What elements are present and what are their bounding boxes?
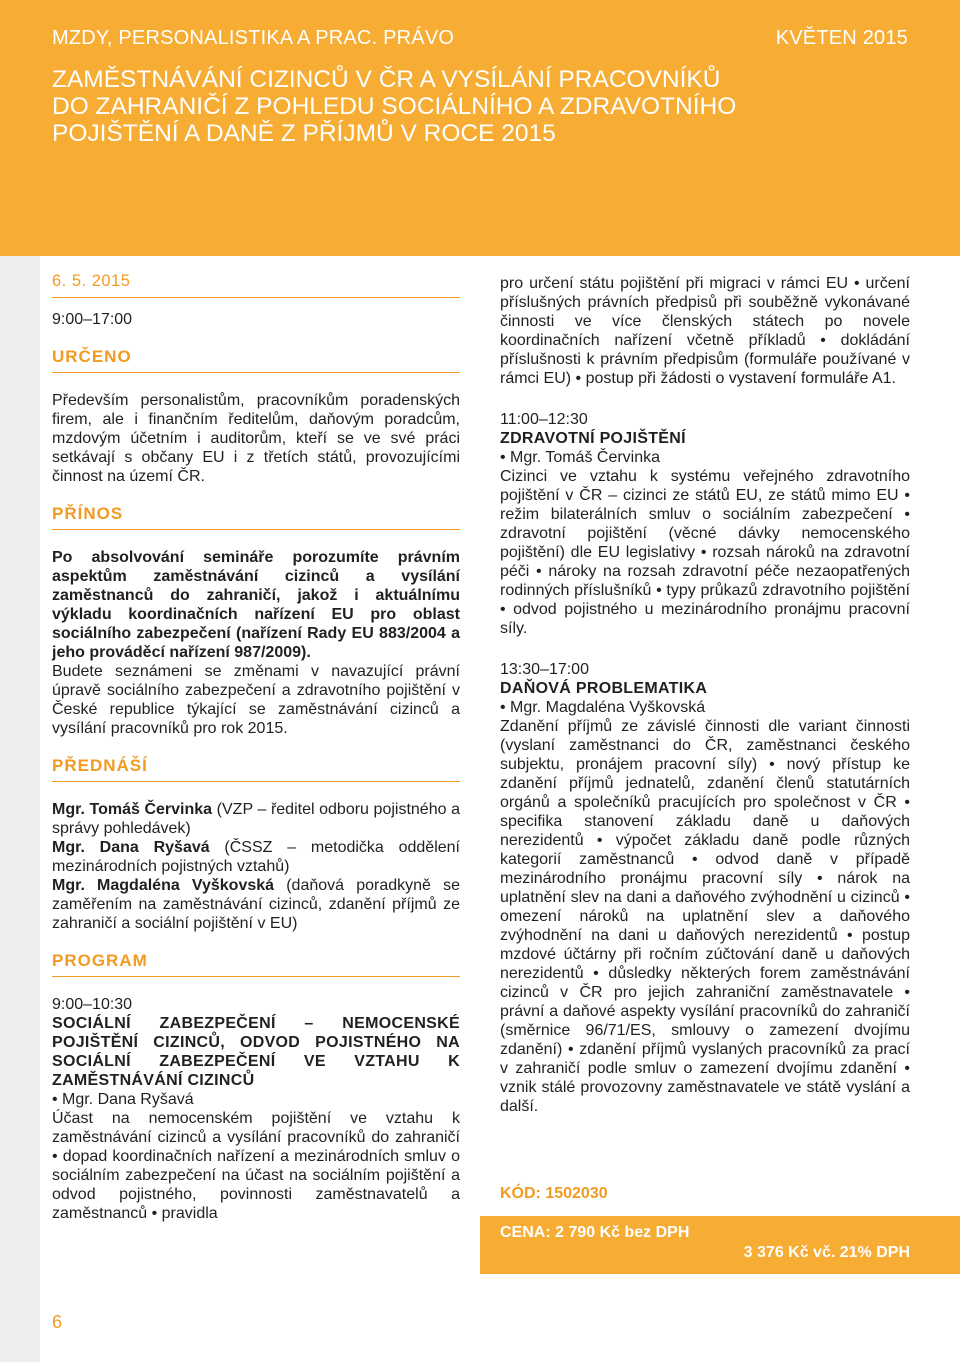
lecturer-entry — [52, 838, 460, 876]
program-topic-title: DAŇOVÁ PROBLEMATIKA — [500, 680, 708, 697]
program-topic-title: ZDRAVOTNÍ POJIŠTĚNÍ — [500, 430, 686, 447]
title-line: DO ZAHRANIČÍ Z POHLEDU SOCIÁLNÍHO A ZDRAVOTNÍHO — [52, 93, 737, 120]
page-number: 6 — [52, 1312, 63, 1332]
event-time: 9:00–17:00 — [52, 311, 133, 328]
page-header — [0, 0, 960, 256]
left-column — [52, 272, 460, 1223]
program-topic-text: Zdanění příjmů ze závislé činnosti dle variant činnosti (vyslaní zaměstnanci do ČR, zaměstnanci českého subjektu, pronájem pracovní síly) • nový přístup ke zdanění příjmů jednatelů, zdanění členů statutárních orgánů a společníků pracujících pro společnost v ČR • specifika stanovení základu daně u daňových nerezidentů • výpočet základu daně podle různých kategorií zaměstnanců • odvod daně v případě mezinárodního pronájmu pracovní síly • nárok na uplatnění slev na dani a daňového zvýhodnění u cizinců • omezení nároků na uplatnění slev a daňového zvýhodnění na dani u daňových nerezidentů • postup mzdové účtárny při ročním zúčtování daně u daňových nerezidentů • důsledky některých forem zaměstnávání cizinců v ČR pro jejich zahraniční zaměstnavatele • právní a daňové aspekty vysílání pracovníků do zahraničí (směrnice 96/71/ES, smlouvy o zamezení dvojímu zdanění) • zdanění příjmů vyslaných pracovníků za prací v zahraničí podle smluv o zamezení dvojímu zdanění • vznik stálé provozovny zaměstnavatele ve státě vyslání a další. — [500, 718, 910, 1115]
title-line: POJIŠTĚNÍ A DANĚ Z PŘÍJMŮ V ROCE 2015 — [52, 120, 556, 147]
lecturer-detail: (VZP – ředitel odboru pojistného a správy pohledávek) — [52, 801, 460, 837]
price-with-vat: 3 376 Kč vč. 21% DPH — [743, 1244, 910, 1261]
lecturer-detail: (ČSSZ – metodička oddělení mezinárodních pojistných vztahů) — [52, 839, 460, 875]
section-heading-prednasi: PŘEDNÁŠÍ — [52, 756, 460, 782]
lecturer-detail: (daňová poradkyně se zaměřením na zaměstnávání cizinců, zdanění příjmů ze zahraničí a sociální pojištění v EU) — [52, 877, 461, 932]
right-column — [500, 274, 910, 1116]
program-time: 13:30–17:00 — [500, 661, 589, 678]
event-date: 6. 5. 2015 — [52, 272, 460, 298]
program-topic-text-continued: pro určení státu pojištění při migraci v rámci EU • určení příslušných právních předpisů při souběžně vykonávané činnosti ve více členských státech po novele koordinačních nařízení včetně příkladů • dokládání příslušnosti k právním předpisům (formuláře používané v rámci EU) • postup při žádosti o vystavení formuláře A1. — [500, 275, 910, 387]
section-heading-prinos: PŘÍNOS — [52, 504, 460, 530]
lecturer-entry — [52, 800, 460, 838]
course-code: KÓD: 1502030 — [500, 1185, 608, 1202]
section-heading-urceno: URČENO — [52, 347, 460, 373]
program-time: 9:00–10:30 — [52, 996, 133, 1013]
program-lecturer: • Mgr. Magdaléna Vyškovská — [500, 699, 706, 716]
program-time: 11:00–12:30 — [500, 411, 588, 428]
price-box — [480, 1216, 960, 1274]
lecturer-name: Mgr. Magdaléna Vyškovská — [52, 877, 275, 894]
section-heading-program: PROGRAM — [52, 951, 460, 977]
issue-date: KVĚTEN 2015 — [775, 27, 908, 49]
prinos-text: Budete seznámeni se změnami v navazující právní úpravě sociálního zabezpečení a zdravotního pojištění v České republice týkající se zaměstnávání cizinců a vysílání pracovníků pro rok 2015. — [52, 663, 460, 737]
price-without-vat: CENA: 2 790 Kč bez DPH — [500, 1224, 690, 1241]
program-lecturer: • Mgr. Dana Ryšavá — [52, 1091, 194, 1108]
program-topic-title: SOCIÁLNÍ ZABEZPEČENÍ – NEMOCENSKÉ POJIŠTĚNÍ CIZINCŮ, ODVOD POJISTNÉHO NA SOCIÁLNÍ ZABEZPEČENÍ VE VZTAHU K ZAMĚSTNÁVÁNÍ CIZINCŮ — [52, 1015, 460, 1089]
program-topic-text: Účast na nemocenském pojištění ve vztahu k zaměstnávání cizinců a vysílání pracovníků do zahraničí • dopad koordinačních nařízení a mezinárodních smluv o sociálním zabezpečení na účast na sociálním pojištění a odvod pojistného, povinnosti zaměstnavatelů a zaměstnanců • pravidla — [52, 1110, 460, 1222]
left-margin-bar — [0, 256, 40, 1362]
title-line: ZAMĚSTNÁVÁNÍ CIZINCŮ V ČR A VYSÍLÁNÍ PRACOVNÍKŮ — [52, 66, 721, 93]
prinos-bold-text: Po absolvování semináře porozumíte právním aspektům zaměstnávání cizinců a vysílání zaměstnanců do zahraničí, jakož i aktuálnímu výkladu koordinačních nařízení EU pro oblast sociálního zabezpečení (nařízení Rady EU 883/2004 a jeho prováděcí nařízení 987/2009). — [52, 549, 460, 661]
lecturer-name: Mgr. Tomáš Červinka — [52, 801, 213, 818]
category-label: MZDY, PERSONALISTIKA A PRAC. PRÁVO — [52, 27, 455, 49]
program-topic-text: Cizinci ve vztahu k systému veřejného zdravotního pojištění v ČR – cizinci ze států EU, ze států mimo EU • režim bilaterálních smluv o sociálním zabezpečení • zdravotní pojištění (věcné dávky nemocenského pojištění) dle EU legislativy • rozsah nároků na zdravotní péči • nároky na rozsah zdravotní péče nezaopatřených rodinných příslušníků • typy průkazů zdravotního pojištění • odvod pojistného u mezinárodního pronájmu pracovní síly. — [500, 468, 910, 637]
lecturer-entry — [52, 876, 460, 933]
program-lecturer: • Mgr. Tomáš Červinka — [500, 449, 661, 466]
page-title — [52, 66, 902, 147]
urceno-text: Především personalistům, pracovníkům poradenských firem, ale i finančním ředitelům, daňovým poradcům, mzdovým účetním i auditorům, kteří se ve své práci setkávají s občany EU i z třetích států, provozujícími činnost na území ČR. — [52, 392, 460, 485]
lecturer-name: Mgr. Dana Ryšavá — [52, 839, 210, 856]
